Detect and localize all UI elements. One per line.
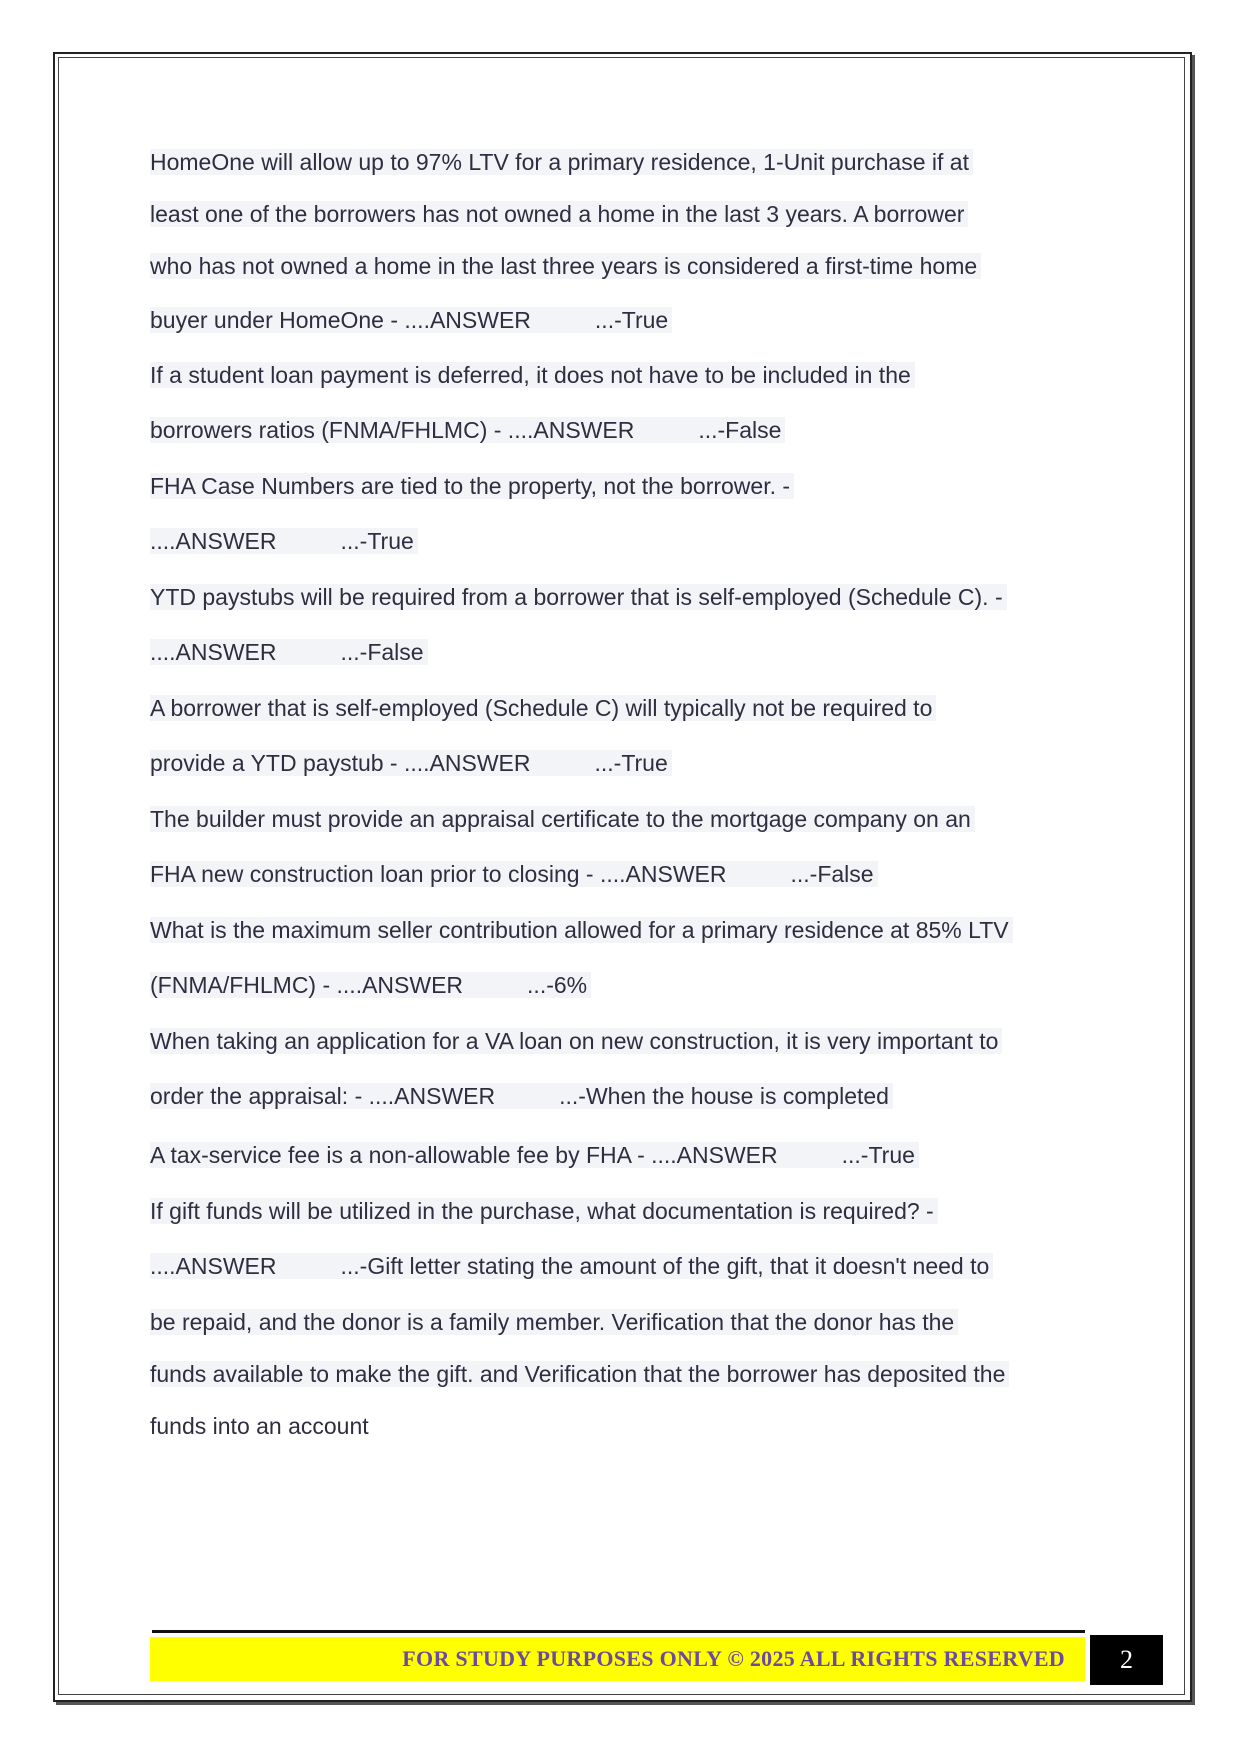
text-line: When taking an application for a VA loan on new construction, it is very important to — [150, 1026, 1002, 1056]
answer: ...-False — [698, 417, 782, 443]
text-line: FHA Case Numbers are tied to the property, not the borrower. - — [150, 471, 794, 501]
answer: ...-True — [594, 307, 669, 333]
text-line: borrowers ratios (FNMA/FHLMC) - ....ANSWER ...-False — [150, 415, 785, 445]
answer: ...-Gift letter stating the amount of the gift, that it doesn't need to — [340, 1253, 990, 1279]
text-line: HomeOne will allow up to 97% LTV for a primary residence, 1-Unit purchase if at — [150, 147, 973, 177]
answer: ...-False — [790, 861, 874, 887]
answer: ...-True — [340, 528, 414, 554]
footer-notice — [150, 1637, 1085, 1681]
text-line: least one of the borrowers has not owned a home in the last 3 years. A borrower — [150, 199, 968, 229]
text-line: What is the maximum seller contribution allowed for a primary residence at 85% LTV — [150, 915, 1013, 945]
text-line: If gift funds will be utilized in the purchase, what documentation is required? - — [150, 1196, 938, 1226]
text-line: ....ANSWER ...-False — [150, 637, 428, 667]
answer: ...-6% — [527, 972, 588, 998]
text-line: (FNMA/FHLMC) - ....ANSWER ...-6% — [150, 970, 591, 1000]
text-line: funds available to make the gift. and Verification that the borrower has deposited the — [150, 1359, 1009, 1389]
answer: ...-False — [340, 639, 424, 665]
text-line: who has not owned a home in the last three years is considered a first-time home — [150, 251, 981, 281]
text-line: YTD paystubs will be required from a borrower that is self-employed (Schedule C). - — [150, 582, 1007, 612]
answer: ...-True — [594, 750, 668, 776]
text-line: FHA new construction loan prior to closing - ....ANSWER ...-False — [150, 859, 878, 889]
footer-notice-text: FOR STUDY PURPOSES ONLY © 2025 ALL RIGHTS RESERVED — [402, 1646, 1065, 1671]
answer: ...-True — [841, 1142, 915, 1168]
answer: ...-When the house is completed — [559, 1083, 889, 1109]
text-line: A borrower that is self-employed (Schedule C) will typically not be required to — [150, 693, 936, 723]
text-line: A tax-service fee is a non-allowable fee by FHA - ....ANSWER ...-True — [150, 1140, 919, 1170]
text-line: order the appraisal: - ....ANSWER ...-When the house is completed — [150, 1081, 893, 1111]
text-line: be repaid, and the donor is a family member. Verification that the donor has the — [150, 1307, 958, 1337]
text-line: provide a YTD paystub - ....ANSWER ...-True — [150, 748, 672, 778]
text-line: buyer under HomeOne - ....ANSWER ...-True — [150, 305, 672, 335]
page-number: 2 — [1090, 1635, 1163, 1685]
text-line: funds into an account — [150, 1413, 369, 1439]
text-line: ....ANSWER ...-True — [150, 526, 418, 556]
footer-divider — [152, 1630, 1085, 1633]
text-line: The builder must provide an appraisal certificate to the mortgage company on an — [150, 804, 975, 834]
text-line: ....ANSWER ...-Gift letter stating the amount of the gift, that it doesn't need to — [150, 1251, 993, 1281]
text-line: If a student loan payment is deferred, it does not have to be included in the — [150, 360, 915, 390]
